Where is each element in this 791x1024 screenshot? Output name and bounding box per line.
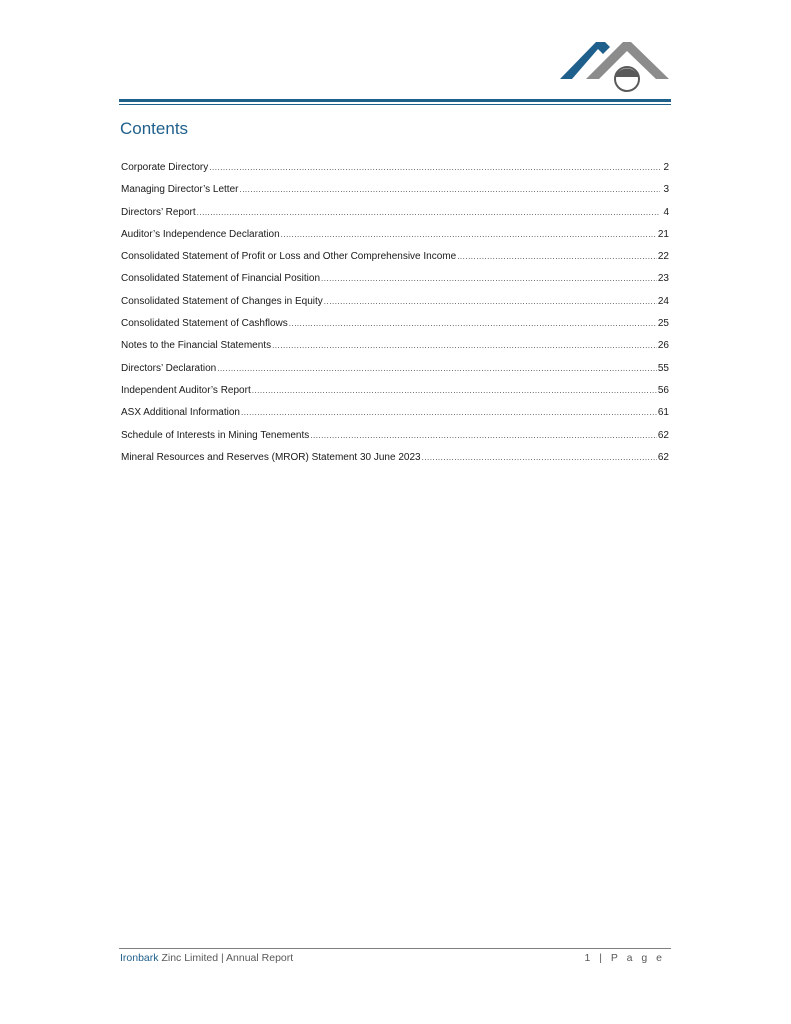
toc-entry-title[interactable]: Managing Director’s Letter xyxy=(121,184,239,196)
toc-entry[interactable] xyxy=(121,229,669,251)
toc-entry-page[interactable]: 61 xyxy=(657,407,669,419)
footer-report-label: Zinc Limited | Annual Report xyxy=(158,952,294,964)
toc-entry-page[interactable]: 4 xyxy=(663,206,669,218)
toc-entry-page[interactable]: 2 xyxy=(663,162,669,173)
toc-entry-title[interactable]: Consolidated Statement of Financial Position xyxy=(121,273,321,285)
toc-entry[interactable] xyxy=(121,273,669,295)
toc-entry-title[interactable]: Consolidated Statement of Cashflows xyxy=(121,318,288,330)
toc-entry[interactable] xyxy=(121,162,669,184)
page-title: Contents xyxy=(120,119,189,138)
toc-entry[interactable] xyxy=(121,430,669,452)
toc-entry-title[interactable]: ASX Additional Information xyxy=(121,407,240,419)
toc-dot-leader xyxy=(209,163,660,172)
toc-entry[interactable] xyxy=(121,385,669,407)
toc-entry-page[interactable]: 62 xyxy=(657,429,669,441)
toc-entry-title[interactable]: Directors’ Report xyxy=(121,206,196,218)
toc-entry-title[interactable]: Consolidated Statement of Changes in Equity xyxy=(121,295,323,307)
toc-entry-page[interactable]: 26 xyxy=(657,340,669,352)
toc-entry-page[interactable]: 56 xyxy=(657,384,669,396)
toc-entry-title[interactable]: Auditor’s Independence Declaration xyxy=(121,228,280,240)
ironbark-logo-icon xyxy=(558,40,670,96)
toc-dot-leader xyxy=(197,208,660,217)
toc-entry[interactable] xyxy=(121,452,669,474)
toc-entry[interactable] xyxy=(121,251,669,273)
toc-dot-leader xyxy=(252,386,657,395)
toc-entry[interactable] xyxy=(121,207,669,229)
toc-entry[interactable] xyxy=(121,407,669,429)
table-of-contents xyxy=(121,162,669,474)
toc-entry-page[interactable]: 23 xyxy=(657,273,669,285)
toc-entry[interactable] xyxy=(121,318,669,340)
toc-entry-page[interactable]: 62 xyxy=(657,451,669,463)
toc-entry[interactable] xyxy=(121,363,669,385)
toc-entry-title[interactable]: Directors’ Declaration xyxy=(121,362,217,374)
toc-dot-leader xyxy=(241,408,657,417)
footer-company xyxy=(120,952,293,964)
toc-entry-page[interactable]: 24 xyxy=(657,295,669,307)
toc-dot-leader xyxy=(217,364,657,373)
toc-entry[interactable] xyxy=(121,296,669,318)
toc-entry-page[interactable]: 25 xyxy=(657,318,669,330)
toc-dot-leader xyxy=(457,252,657,261)
footer-brand: Ironbark xyxy=(120,952,159,964)
toc-entry-page[interactable]: 55 xyxy=(657,362,669,374)
toc-dot-leader xyxy=(422,453,657,462)
toc-entry-page[interactable]: 21 xyxy=(657,228,669,240)
toc-dot-leader xyxy=(281,230,657,239)
toc-entry[interactable] xyxy=(121,340,669,362)
toc-entry-page[interactable]: 22 xyxy=(657,251,669,263)
toc-dot-leader xyxy=(321,274,657,283)
toc-entry-page[interactable]: 3 xyxy=(663,184,669,196)
toc-dot-leader xyxy=(272,341,657,350)
header-divider xyxy=(119,99,671,105)
toc-entry-title[interactable]: Consolidated Statement of Profit or Loss and Other Comprehensive Income xyxy=(121,251,457,263)
toc-entry-title[interactable]: Schedule of Interests in Mining Tenements xyxy=(121,429,310,441)
toc-entry-title[interactable]: Corporate Directory xyxy=(121,162,209,173)
toc-entry-title[interactable]: Independent Auditor’s Report xyxy=(121,384,251,396)
toc-dot-leader xyxy=(324,297,657,306)
page-number: 1 | P a g e xyxy=(584,952,665,964)
toc-entry[interactable] xyxy=(121,184,669,206)
footer-divider xyxy=(119,948,671,949)
toc-dot-leader xyxy=(310,431,657,440)
toc-entry-title[interactable]: Notes to the Financial Statements xyxy=(121,340,272,352)
toc-dot-leader xyxy=(239,185,660,194)
toc-dot-leader xyxy=(289,319,657,328)
toc-entry-title[interactable]: Mineral Resources and Reserves (MROR) Statement 30 June 2023 xyxy=(121,451,421,463)
